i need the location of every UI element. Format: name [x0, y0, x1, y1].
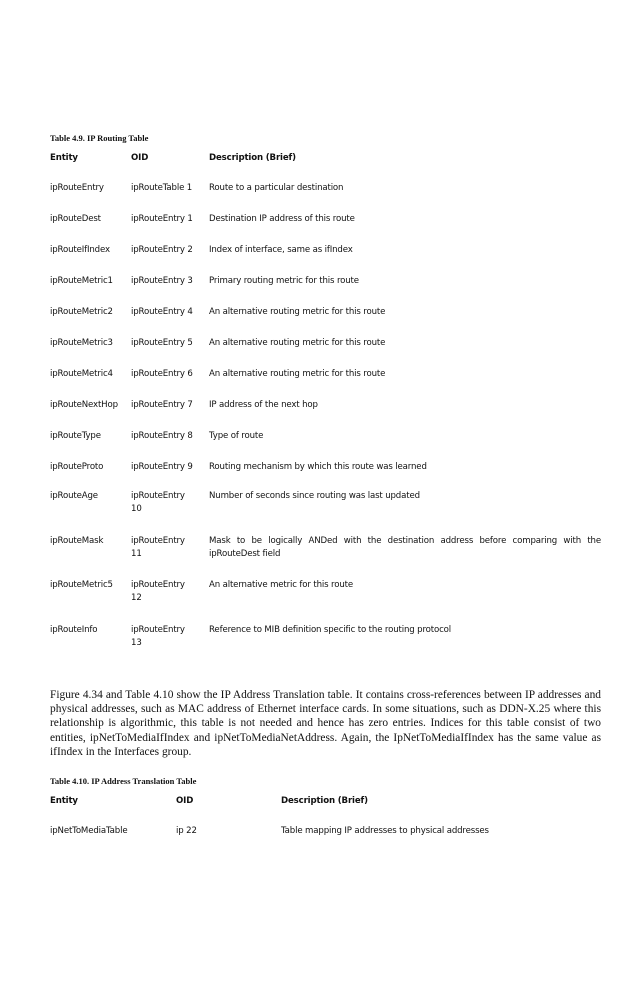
table-4-9-header-oid: OID	[131, 153, 149, 163]
table-4-9-cell-entity: ipRouteMetric1	[50, 276, 113, 286]
table-4-9-cell-description: Reference to MIB definition specific to the routing protocol	[209, 625, 452, 635]
table-4-9-cell-oid: ipRouteEntry 3	[131, 276, 193, 286]
table-4-10-cell-entity: ipNetToMediaTable	[50, 826, 128, 836]
table-4-9-cell-oid: ipRouteEntry 13	[131, 625, 185, 648]
table-4-9-cell-entity: ipRouteIfIndex	[50, 245, 110, 255]
table-4-9-cell-oid: ipRouteTable 1	[131, 183, 193, 193]
table-4-9-cell-oid: ipRouteEntry 2	[131, 245, 193, 255]
table-4-9-cell-description: Route to a particular destination	[209, 183, 344, 193]
table-4-9-cell-description: An alternative routing metric for this route	[209, 338, 386, 348]
table-4-9-cell-entity: ipRouteInfo	[50, 625, 98, 635]
table-4-9-cell-oid: ipRouteEntry 9	[131, 462, 193, 472]
table-4-9-cell-description: IP address of the next hop	[209, 400, 318, 410]
table-4-9-cell-oid: ipRouteEntry 10	[131, 491, 185, 514]
table-4-9-cell-oid: ipRouteEntry 6	[131, 369, 193, 379]
table-4-9-header-entity: Entity	[50, 153, 78, 163]
table-4-9-cell-entity: ipRouteType	[50, 431, 101, 441]
table-4-9-cell-entity: ipRouteMetric2	[50, 307, 113, 317]
table-4-9-cell-oid: ipRouteEntry 12	[131, 580, 185, 603]
table-4-9-caption: Table 4.9. IP Routing Table	[50, 133, 149, 143]
body-paragraph: Figure 4.34 and Table 4.10 show the IP Address Translation table. It contains cross-references between IP addresses and physical addresses, such as MAC address of Ethernet interface cards. In some situations, such as DDN-X.25 where this relationship is algorithmic, this table is not needed and hence has zero entries. Indices for this table consist of two entities, ipNetToMediaIfIndex and ipNetToMediaNetAddress. Again, the IpNetToMediaIfIndex has the same value as ifIndex in the Interfaces group.	[50, 689, 601, 758]
table-4-10-caption: Table 4.10. IP Address Translation Table	[50, 776, 197, 786]
table-4-9-cell-description: Mask to be logically ANDed with the destination address before comparing with the ipRouteDest field	[209, 536, 601, 559]
table-4-9-cell-description: An alternative metric for this route	[209, 580, 353, 590]
table-4-9-cell-description: Type of route	[209, 431, 264, 441]
table-4-9-cell-oid: ipRouteEntry 4	[131, 307, 193, 317]
table-4-9-cell-entity: ipRouteMetric3	[50, 338, 113, 348]
table-4-9-cell-description: An alternative routing metric for this route	[209, 369, 386, 379]
table-4-10-cell-oid: ip 22	[176, 826, 197, 836]
table-4-9-cell-oid: ipRouteEntry 7	[131, 400, 193, 410]
table-4-9-cell-description: Number of seconds since routing was last updated	[209, 491, 420, 501]
table-4-9-cell-entity: ipRouteMetric5	[50, 580, 113, 590]
table-4-9-cell-entity: ipRouteEntry	[50, 183, 104, 193]
table-4-9-cell-description: An alternative routing metric for this route	[209, 307, 386, 317]
table-4-9-cell-entity: ipRouteDest	[50, 214, 101, 224]
table-4-9-cell-entity: ipRouteMask	[50, 536, 104, 546]
table-4-9-cell-oid: ipRouteEntry 1	[131, 214, 193, 224]
table-4-9-cell-entity: ipRouteProto	[50, 462, 104, 472]
table-4-9-cell-entity: ipRouteAge	[50, 491, 98, 501]
table-4-9-cell-description: Primary routing metric for this route	[209, 276, 359, 286]
table-4-9-cell-entity: ipRouteNextHop	[50, 400, 118, 410]
table-4-9-cell-oid: ipRouteEntry 5	[131, 338, 193, 348]
table-4-10-header-entity: Entity	[50, 796, 78, 806]
table-4-10-cell-description: Table mapping IP addresses to physical addresses	[281, 826, 489, 836]
table-4-9-cell-description: Destination IP address of this route	[209, 214, 355, 224]
table-4-9-cell-description: Index of interface, same as ifIndex	[209, 245, 353, 255]
table-4-9-cell-oid: ipRouteEntry 8	[131, 431, 193, 441]
table-4-9-cell-entity: ipRouteMetric4	[50, 369, 113, 379]
table-4-10-header-oid: OID	[176, 796, 194, 806]
table-4-10-header-description: Description (Brief)	[281, 796, 368, 806]
table-4-9-cell-oid: ipRouteEntry 11	[131, 536, 185, 559]
table-4-9-cell-description: Routing mechanism by which this route was learned	[209, 462, 427, 472]
table-4-9-header-description: Description (Brief)	[209, 153, 296, 163]
